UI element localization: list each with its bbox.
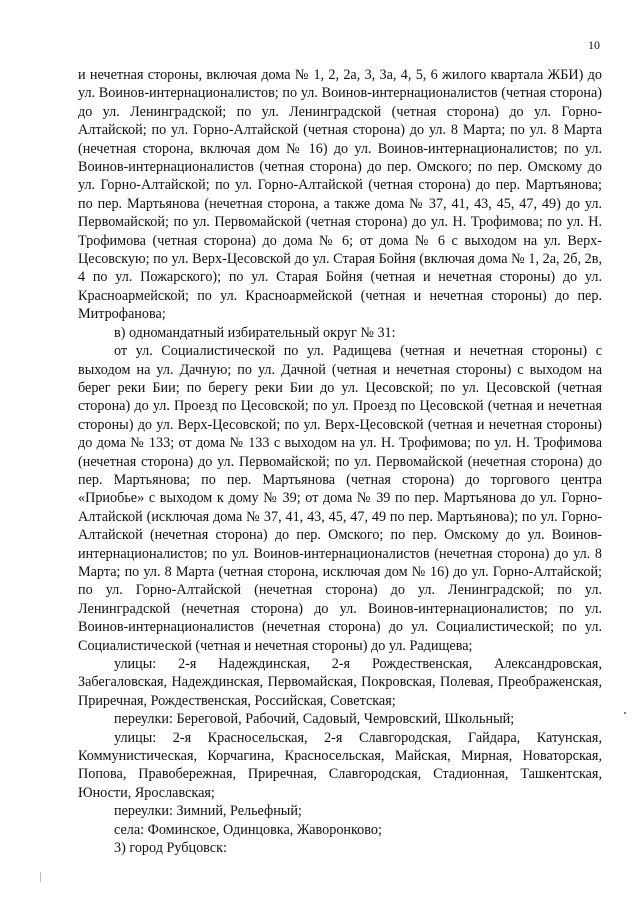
paragraph: улицы: 2-я Красносельская, 2-я Славгородская, Гайдара, Катунская, Коммунистическая, Корчагина, Красносельская, Майская, Мирная, Новаторская, Попова, Правобережная, Приречная, Славгородская, Стадионная, Ташкентская, Юности, Ярославская; [78,729,602,801]
paragraph: и нечетная стороны, включая дома № 1, 2, 2а, 3, 3а, 4, 5, 6 жилого квартала ЖБИ) до ул. Воинов-интернационалистов; по ул. Воинов-интернационалистов (четная сторона) до ул. Ленинградской; по ул. Ленинградской (четная сторона) до ул. Горно-Алтайской; по ул. Горно-Алтайской (четная сторона) до ул. 8 Марта; по ул. 8 Марта (нечетная сторона, включая дом № 16) до ул. Воинов-интернационалистов; по ул. Воинов-интернационалистов (четная сторона) до пер. Омского; по пер. Омскому до ул. Горно-Алтайской; по ул. Горно-Алтайской (четная сторона) до пер. Мартьянова; по пер. Мартьянова (нечетная сторона, а также дома № 37, 41, 43, 45, 47, 49) до ул. Первомайской; по ул. Первомайской (четная сторона) до ул. Н. Трофимова; по ул. Н. Трофимова (четная сторона) до дома № 6; от дома № 6 с выходом на ул. Верх-Цесовскую; по ул. Верх-Цесовской до ул. Старая Бойня (включая дома № 1, 2а, 2б, 2в, 4 по ул. Пожарского); по ул. Старая Бойня (четная и нечетная стороны) до ул. Красноармейской; по ул. Красноармейской (четная и нечетная стороны) до пер. Митрофанова; [78,67,602,323]
paragraph: от ул. Социалистической по ул. Радищева (четная и нечетная стороны) с выходом на ул. Дачную; по ул. Дачной (четная и нечетная стороны) с выходом на берег реки Бии; по берегу реки Бии до ул. Цесовской; по ул. Цесовской (четная сторона) до ул. Проезд по Цесовской; по ул. Проезд по Цесовской (четная и нечетная стороны) до ул. Верх-Цесовской; по ул. Верх-Цесовской (четная и нечетная стороны) до дома № 133; от дома № 133 с выходом на ул. Н. Трофимова; по ул. Н. Трофимова (нечетная сторона) до ул. Первомайской; по ул. Первомайской (нечетная сторона) до пер. Мартьянова; по пер. Мартьянова (четная сторона) до торгового центра «Приобье» с выходом к дому № 39; от дома № 39 по пер. Мартьянова до ул. Горно-Алтайской (исключая дома № 37, 41, 43, 45, 47, 49 по пер. Мартьянова); по ул. Горно-Алтайской (нечетная сторона) до пер. Омского; по пер. Омскому до ул. Воинов-интернационалистов; по ул. Воинов-интернационалистов (нечетная сторона) до ул. 8 Марта; по ул. 8 Марта (четная сторона, исключая дом № 16) до ул. Горно-Алтайской; по ул. Горно-Алтайской (нечетная сторона) до ул. Ленинградской; по ул. Ленинградской (нечетная сторона) до ул. Воинов-интернационалистов; по ул. Воинов-интернационалистов (нечетная сторона) до ул. Социалистической; по ул. Социалистической (четная и нечетная стороны) до ул. Радищева; [78,343,602,654]
paragraph: в) одномандатный избирательный округ № 31: [114,324,396,341]
scan-speck [624,712,626,714]
document-body [78,66,602,857]
paragraph: села: Фоминское, Одинцовка, Жаворонково; [114,821,382,838]
paragraph: улицы: 2-я Надеждинская, 2-я Рождественская, Александровская, Забегаловская, Надеждинская, Первомайская, Покровская, Полевая, Преображенская, Приречная, Рождественская, Российская, Советская; [78,656,602,709]
paragraph: 3) город Рубцовск: [114,840,227,857]
scan-speck [40,872,41,882]
paragraph: переулки: Зимний, Рельефный; [114,803,302,820]
paragraph: переулки: Береговой, Рабочий, Садовый, Чемровский, Школьный; [114,711,515,728]
page-number: 10 [588,38,600,52]
